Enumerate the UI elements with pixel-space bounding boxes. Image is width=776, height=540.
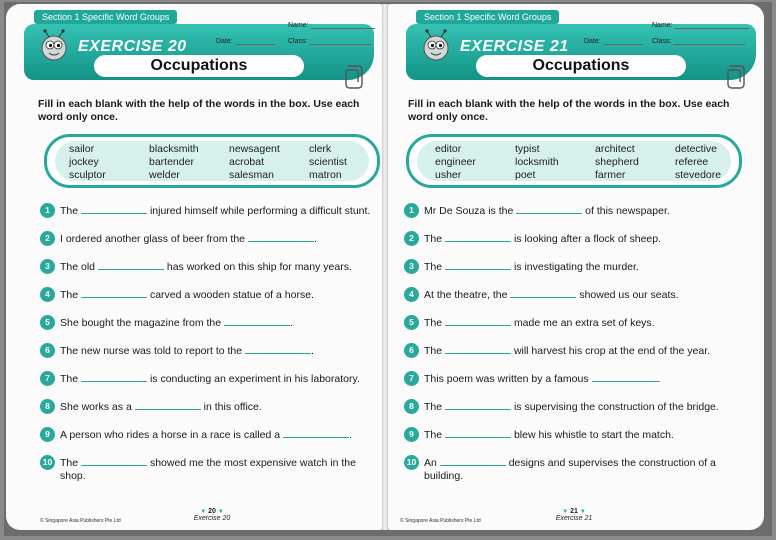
copyright-notice: © Singapore Asia Publishers Pte Ltd bbox=[400, 518, 481, 524]
question-number: 3 bbox=[404, 259, 419, 274]
word-box-word: locksmith bbox=[515, 156, 559, 168]
answer-blank[interactable] bbox=[135, 400, 201, 410]
question-number: 9 bbox=[40, 427, 55, 442]
question-number: 5 bbox=[404, 315, 419, 330]
page-number: 20 bbox=[208, 508, 216, 515]
instructions: Fill in each blank with the help of the words in the box. Use each word only once. bbox=[408, 98, 730, 123]
question-number: 1 bbox=[40, 203, 55, 218]
name-field: Name: bbox=[652, 22, 749, 29]
footer-exercise: Exercise 21 bbox=[555, 515, 593, 522]
page-number: 21 bbox=[570, 508, 578, 515]
question-number: 7 bbox=[40, 371, 55, 386]
answer-blank[interactable] bbox=[445, 428, 511, 438]
word-box-word: farmer bbox=[595, 169, 626, 181]
question-number: 2 bbox=[404, 231, 419, 246]
paperclip-icon bbox=[724, 62, 746, 90]
word-box-word: usher bbox=[435, 169, 462, 181]
word-box-word: clerk bbox=[309, 143, 332, 155]
word-box-word: matron bbox=[309, 169, 342, 181]
word-box-word: detective bbox=[675, 143, 718, 155]
word-box-word: scientist bbox=[309, 156, 347, 168]
word-box-word: bartender bbox=[149, 156, 194, 168]
word-box-word: acrobat bbox=[229, 156, 265, 168]
copyright-notice: © Singapore Asia Publishers Pte Ltd bbox=[40, 518, 121, 524]
answer-blank[interactable] bbox=[445, 400, 511, 410]
word-box bbox=[406, 134, 742, 188]
answer-blank[interactable] bbox=[245, 344, 311, 354]
answer-blank[interactable] bbox=[98, 260, 164, 270]
word-box-word: architect bbox=[595, 143, 635, 155]
word-box-word: poet bbox=[515, 169, 536, 181]
question-number: 9 bbox=[404, 427, 419, 442]
class-field: Class: bbox=[288, 38, 371, 45]
word-box-word: stevedore bbox=[675, 169, 722, 181]
exercise-title: EXERCISE 21 bbox=[460, 38, 569, 55]
topic-title: Occupations bbox=[94, 55, 304, 77]
class-field: Class: bbox=[652, 38, 745, 45]
paperclip-icon bbox=[342, 62, 364, 90]
word-box-word: referee bbox=[675, 156, 709, 168]
answer-blank[interactable] bbox=[224, 316, 290, 326]
word-box-word: typist bbox=[515, 143, 540, 155]
word-box-word: shepherd bbox=[595, 156, 639, 168]
topic-title: Occupations bbox=[476, 55, 686, 77]
section-tag: Section 1 Specific Word Groups bbox=[34, 10, 177, 24]
word-box-word: sculptor bbox=[69, 169, 106, 181]
answer-blank[interactable] bbox=[445, 260, 511, 270]
answer-blank[interactable] bbox=[81, 288, 147, 298]
bug-mascot-icon bbox=[36, 28, 72, 64]
question-number: 7 bbox=[404, 371, 419, 386]
answer-blank[interactable] bbox=[81, 456, 147, 466]
answer-blank[interactable] bbox=[510, 288, 576, 298]
word-box bbox=[44, 134, 380, 188]
word-box-word: welder bbox=[149, 169, 180, 181]
section-tag: Section 1 Specific Word Groups bbox=[416, 10, 559, 24]
bug-mascot-icon bbox=[418, 28, 454, 64]
triangle-icon: ▼ bbox=[217, 509, 224, 515]
page-left: Section 1 Specific Word Groups EXERCISE 20 Occupations Name: Date: Class: Fill in each blank with the help of the words in the box. Use each word only once. sailor blacksmith newsagent clerk jockey bartender acrobat scientist sculptor welder salesman matron 1 The injured himself while performing a difficult stunt. 2 I ordered another glass of beer from the . 3 The old has worked on this ship for many years. 4 The carved a wooden statue of a horse. 5 She bought the magazine from the . 6 The new nurse was told to report to the . 7 The is conducting an experiment in his laboratory. 8 She works as a in this office. 9 A person who rides a horse in a race is called a . 10 The showed me the most expensive watch in the shop. © Singapore Asia Publishers Pte Ltd ▼ 20 ▼ Exercise 20 bbox=[6, 4, 382, 530]
footer-exercise: Exercise 20 bbox=[193, 515, 231, 522]
question-number: 10 bbox=[404, 455, 419, 470]
triangle-icon: ▼ bbox=[562, 509, 569, 515]
question-number: 8 bbox=[40, 399, 55, 414]
triangle-icon: ▼ bbox=[200, 509, 207, 515]
page-right: Section 1 Specific Word Groups EXERCISE 21 Occupations Name: Date: Class: Fill in each blank with the help of the words in the box. Use each word only once. editor typist architect detective engineer locksmith shepherd referee usher poet farmer stevedore 1 Mr De Souza is the of this newspaper. 2 The is looking after a flock of sheep. 3 The is investigating the murder. 4 At the theatre, the showed us our seats. 5 The made me an extra set of keys. 6 The will harvest his crop at the end of the year. 7 This poem was written by a famous . 8 The is supervising the construction of the bridge. 9 The blew his whistle to start the match. 10 An designs and supervises the construction of a building. © Singapore Asia Publishers Pte Ltd ▼ 21 ▼ Exercise 21 bbox=[388, 4, 764, 530]
date-field: Date: bbox=[584, 38, 643, 45]
answer-blank[interactable] bbox=[81, 372, 147, 382]
word-box-word: salesman bbox=[229, 169, 274, 181]
instructions: Fill in each blank with the help of the words in the box. Use each word only once. bbox=[38, 98, 360, 123]
question-number: 6 bbox=[40, 343, 55, 358]
answer-blank[interactable] bbox=[440, 456, 506, 466]
word-box-word: jockey bbox=[69, 156, 99, 168]
answer-blank[interactable] bbox=[516, 204, 582, 214]
page-number-block bbox=[544, 508, 604, 522]
answer-blank[interactable] bbox=[445, 344, 511, 354]
question-number: 2 bbox=[40, 231, 55, 246]
name-field: Name: bbox=[288, 22, 375, 29]
question-number: 3 bbox=[40, 259, 55, 274]
question-number: 4 bbox=[40, 287, 55, 302]
answer-blank[interactable] bbox=[248, 232, 314, 242]
date-field: Date: bbox=[216, 38, 275, 45]
answer-blank[interactable] bbox=[445, 316, 511, 326]
question-number: 5 bbox=[40, 315, 55, 330]
question-number: 10 bbox=[40, 455, 55, 470]
question-number: 6 bbox=[404, 343, 419, 358]
word-box-word: engineer bbox=[435, 156, 476, 168]
question-number: 4 bbox=[404, 287, 419, 302]
question-number: 8 bbox=[404, 399, 419, 414]
answer-blank[interactable] bbox=[592, 372, 658, 382]
question-number: 1 bbox=[404, 203, 419, 218]
exercise-title: EXERCISE 20 bbox=[78, 38, 187, 55]
answer-blank[interactable] bbox=[445, 232, 511, 242]
page-number-block bbox=[182, 508, 242, 522]
word-box-word: editor bbox=[435, 143, 462, 155]
word-box-word: newsagent bbox=[229, 143, 280, 155]
answer-blank[interactable] bbox=[81, 204, 147, 214]
triangle-icon: ▼ bbox=[579, 509, 586, 515]
answer-blank[interactable] bbox=[283, 428, 349, 438]
word-box-word: sailor bbox=[69, 143, 95, 155]
word-box-word: blacksmith bbox=[149, 143, 199, 155]
